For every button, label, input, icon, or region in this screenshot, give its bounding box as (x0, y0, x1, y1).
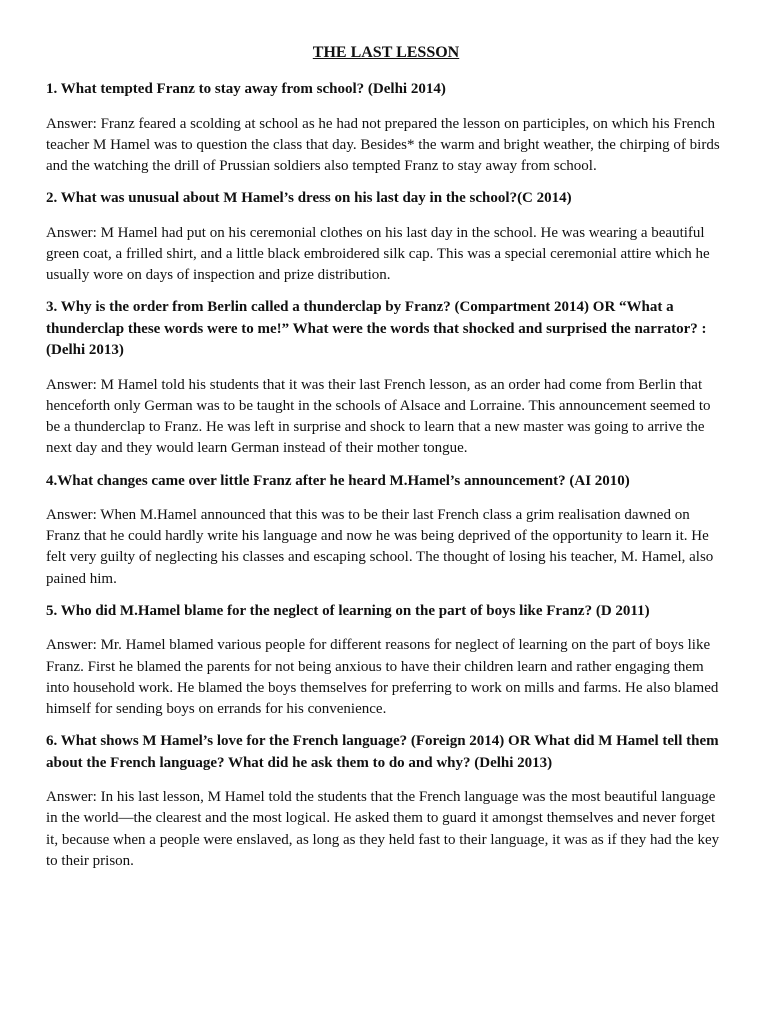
qa-item-5 (46, 601, 726, 720)
page-title: THE LAST LESSON (312, 44, 460, 61)
qa-item-3 (46, 297, 726, 459)
question-5: 5. Who did M.Hamel blame for the neglect of learning on the part of boys like Franz? (D 2011) (46, 602, 650, 619)
answer-3: Answer: M Hamel told his students that it was their last French lesson, as an order had come from Berlin that henceforth only German was to be taught in the schools of Alsace and Lorraine. This announcement seemed to be a thunderclap to Franz. He was left in surprise and shock to learn that a new master was going to arrive the next day and they would learn German instead of their mother tongue. (46, 376, 711, 457)
answer-2: Answer: M Hamel had put on his ceremonial clothes on his last day in the school. He was wearing a beautiful green coat, a frilled shirt, and a little black embroidered silk cap. This was a special ceremonial attire which he usually wore on days of inspection and prize distribution. (46, 224, 710, 284)
document-page (46, 42, 726, 883)
answer-4: Answer: When M.Hamel announced that this was to be their last French class a grim realisation dawned on Franz that he could hardly write his language and now he was being deprived of the opportunity to learn it. He felt very guilty of neglecting his classes and escaping school. The thought of losing his teacher, M. Hamel, also pained him. (46, 507, 714, 587)
answer-1: Answer: Franz feared a scolding at school as he had not prepared the lesson on participles, on which his French teacher M Hamel was to question the class that day. Besides* the warm and bright weather, the chirping of birds and the watching the drill of Prussian soldiers also tempted Franz to stay away from school. (46, 115, 720, 174)
qa-item-1 (46, 79, 726, 177)
question-6: 6. What shows M Hamel’s love for the French language? (Foreign 2014) OR What did M Hamel tell them about the French language? What did he ask them to do and why? (Delhi 2013) (46, 733, 719, 771)
answer-5: Answer: Mr. Hamel blamed various people for different reasons for neglect of learning on the part of boys like Franz. First he blamed the parents for not being anxious to have their children learn and rather engaging them into household work. He blamed the boys themselves for preferring to work on mills and farms. He also blamed himself for sending boys on errands for his convenience. (46, 637, 719, 717)
question-4: 4.What changes came over little Franz after he heard M.Hamel’s announcement? (AI 2010) (46, 472, 630, 489)
qa-item-2 (46, 188, 726, 286)
answer-6: Answer: In his last lesson, M Hamel told the students that the French language was the most beautiful language in the world—the clearest and the most logical. He asked them to guard it amongst themselves and never forget it, because when a people were enslaved, as long as they held fast to their language, it was as if they had the key to their prison. (46, 789, 720, 869)
qa-item-4 (46, 471, 726, 590)
question-3: 3. Why is the order from Berlin called a thunderclap by Franz? (Compartment 2014) OR “What a thunderclap these words were to me!” What were the words that shocked and surprised the narrator? : (Delhi 2013) (46, 299, 707, 359)
question-1: 1. What tempted Franz to stay away from school? (Delhi 2014) (46, 81, 446, 97)
qa-item-6 (46, 731, 726, 872)
question-2: 2. What was unusual about M Hamel’s dress on his last day in the school?(C 2014) (46, 190, 572, 207)
